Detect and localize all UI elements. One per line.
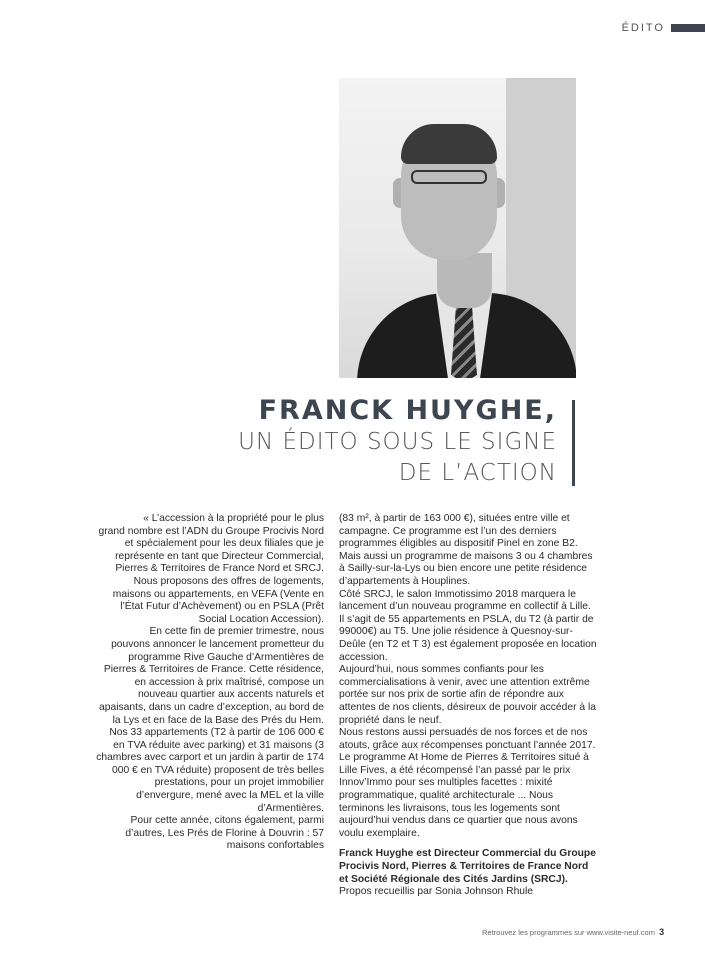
headline-rule — [572, 400, 575, 486]
headline-subtitle-line-1: UN ÉDITO SOUS LE SIGNE — [238, 429, 557, 455]
author-bio: Franck Huyghe est Directeur Commercial du Groupe Procivis Nord, Pierres & Territoires de France Nord et Société Régionale des Cités Jardins (SRCJ). — [339, 848, 596, 885]
article-column-left — [96, 513, 324, 853]
section-bar — [671, 24, 705, 32]
paragraph: En cette fin de premier trimestre, nous pouvons annoncer le lancement prometteur du programme Rive Gauche d’Armentières de Pierres & Territoires de France. Cette résidence, en accession à prix maîtrisé, compose un nouveau quartier aux accents naturels et apaisants, dans un cadre d’exception, au bord de la Lys et en face de la Base des Prés du Hem. Nos 33 appartements (T2 à partir de 106 000 € en TVA réduite avec parking) et 31 maisons (3 chambres avec carport et un jardin à partir de 174 000 € en TVA réduite) proposent de très belles prestations, pour un projet immobilier d’envergure, mené avec la MEL et la ville d’Armentières. — [96, 626, 324, 814]
paragraph: Pour cette année, citons également, parmi d’autres, Les Prés de Florine à Douvrin : 57 maisons confortables — [125, 815, 324, 852]
article-column-right — [339, 513, 597, 899]
headline-subtitle-line-2: DE L’ACTION — [398, 460, 557, 486]
paragraph: Côté SRCJ, le salon Immotissimo 2018 marquera le lancement d’un nouveau programme en collectif à Lille. Il s’agit de 55 appartements en PSLA, du T2 (à partir de 99000€) au T5. Une jolie résidence à Quesnoy-sur-Deûle (en T2 et T 3) est également proposée en location accession. — [339, 588, 597, 663]
paragraph: (83 m², à partir de 163 000 €), situées entre ville et campagne. Ce programme est l’un des derniers programmes éligibles au dispositif Pinel en zone B2. Mais aussi un programme de maisons 3 ou 4 chambres à Sailly-sur-la-Lys ou bien encore une petite résidence d’appartements à Houplines. — [339, 513, 593, 587]
paragraph: Nous restons aussi persuadés de nos forces et de nos atouts, grâce aux récompenses ponctuant l’année 2017. Le programme At Home de Pierres & Territoires situé à Lille Fives, a été récompensé l’an passé par le prix Innov’Immo pour ses multiples facettes : mixité programmatique, qualité architecturale ... Nous terminons les livraisons, tous les logements sont aujourd’hui vendus dans ce quartier que nous avons voulu exemplaire. — [339, 727, 596, 839]
page-number: 3 — [659, 927, 665, 937]
section-label: ÉDITO — [621, 22, 665, 34]
interview-credit: Propos recueillis par Sonia Johnson Rhule — [339, 886, 534, 898]
paragraph: Aujourd’hui, nous sommes confiants pour les commercialisations à venir, avec une attention extrême portée sur nos prix de sortie afin de répondre aux attentes de nos clients, désireux de pouvoir accéder à la propriété dans le neuf. — [339, 664, 597, 726]
footer-text: Retrouvez les programmes sur www.visite-neuf.com — [482, 928, 655, 937]
headline — [238, 395, 557, 489]
paragraph: « L’accession à la propriété pour le plus grand nombre est l’ADN du Groupe Procivis Nord et spécialement pour les deux filiales que je représente en tant que Directeur Commercial, Pierres & Territoires de France Nord et SRCJ. Nous proposons des offres de logements, maisons ou appartements, en VEFA (Vente en l’État Futur d’Achèvement) ou en PSLA (Prêt Social Location Accession). — [98, 513, 324, 625]
footer — [482, 927, 664, 937]
portrait-photo — [339, 78, 576, 378]
headline-name: FRANCK HUYGHE, — [258, 395, 557, 426]
